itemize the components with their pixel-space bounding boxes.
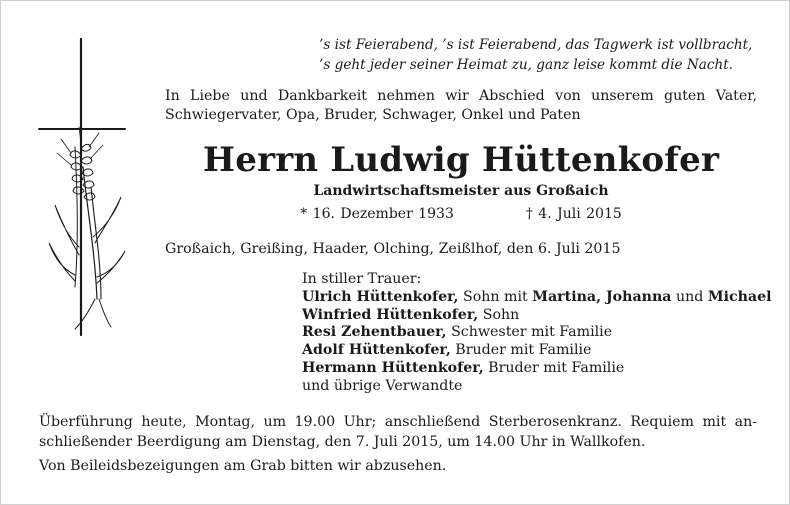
list-item (302, 342, 762, 360)
mourner-name: Martina, Johanna (532, 288, 672, 305)
birth-date: * 16. Dezember 1933 (300, 206, 454, 222)
mourner-name: Michael (707, 288, 772, 305)
mourner-relation: Bruder mit Familie (450, 342, 592, 359)
service-line-2: schließender Beerdigung am Dienstag, den 7. Juli 2015, um 14.00 Uhr in Wallkofen. (39, 433, 646, 450)
mourners-heading: In stiller Trauer: (302, 271, 422, 287)
verse (319, 35, 759, 75)
cross-wheat-icon (35, 37, 131, 337)
mourner-relation: Sohn (478, 306, 520, 323)
verse-line-1: ’s ist Feierabend, ’s ist Feierabend, das Tagwerk ist vollbracht, (319, 37, 753, 53)
deceased-title: Landwirtschaftsmeister aus Großaich (313, 183, 609, 199)
place-and-date: Großaich, Greißing, Haader, Olching, Zeißlhof, den 6. Juli 2015 (165, 241, 621, 257)
service-line-1: Überführung heute, Montag, um 19.00 Uhr; anschließend Sterberosenkranz. Requiem mit an- (39, 414, 757, 430)
condolence-note: Von Beileidsbezeigungen am Grab bitten wir abzusehen. (39, 458, 447, 474)
mourners-list (302, 271, 772, 396)
intro-line-1: In Liebe und Dankbarkeit nehmen wir Abschied von unserem guten Vater, (165, 88, 757, 104)
service-info (39, 413, 757, 477)
mourner-relation: Bruder mit Familie (483, 359, 625, 376)
list-item (302, 307, 762, 325)
list-item (302, 288, 772, 307)
mourner-relation: und (671, 288, 708, 305)
life-dates (165, 204, 757, 224)
verse-line-2: ’s geht jeder seiner Heimat zu, ganz leise kommt die Nacht. (319, 57, 733, 73)
intro-text (165, 87, 757, 125)
list-item (302, 324, 762, 342)
intro-line-2: Schwiegervater, Opa, Bruder, Schwager, Onkel und Paten (165, 107, 581, 123)
mourner-name: Resi Zehentbauer, (302, 324, 447, 341)
mourner-name: Adolf Hüttenkofer, (302, 342, 451, 359)
mourner-name: Ulrich Hüttenkofer, (302, 288, 459, 305)
list-item (302, 360, 762, 378)
mourner-name: Winfried Hüttenkofer, (302, 306, 479, 323)
mourner-name: Hermann Hüttenkofer, (302, 359, 484, 376)
death-date: † 4. Juli 2015 (525, 206, 622, 222)
mourner-relation: Sohn mit (458, 288, 533, 305)
mourner-relation: Schwester mit Familie (446, 324, 613, 341)
deceased-name: Herrn Ludwig Hüttenkofer (202, 140, 720, 180)
mourners-closing: und übrige Verwandte (302, 377, 463, 394)
